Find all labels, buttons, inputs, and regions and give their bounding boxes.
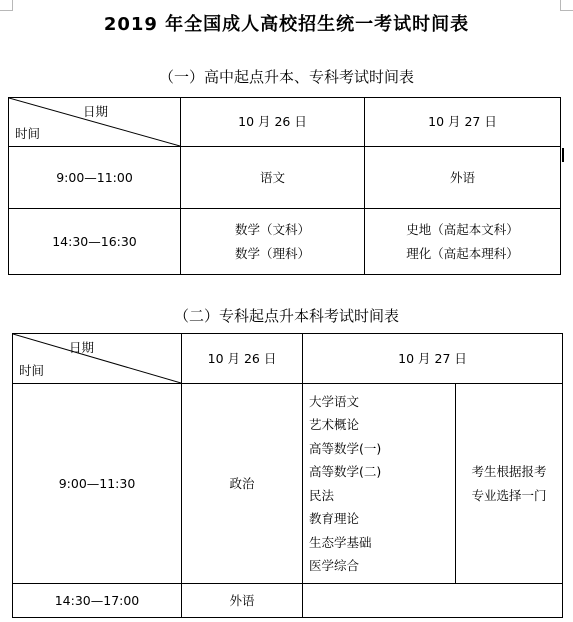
table2-row2-day1: 外语 [182, 584, 303, 618]
table1-row2-time: 14:30—16:30 [9, 209, 181, 275]
subject-item: 医学综合 [309, 558, 360, 573]
table1-row2-day2 [365, 209, 561, 275]
note-line: 专业选择一门 [471, 487, 547, 503]
table2-day1-header: 10 月 26 日 [182, 334, 303, 384]
table2-row2-day2 [303, 584, 563, 618]
subject-item: 生态学基础 [309, 534, 372, 550]
header-date-label: 日期 [83, 104, 109, 119]
header-time-label: 时间 [15, 126, 41, 142]
table1-day1-header: 10 月 26 日 [181, 98, 365, 147]
section1-subtitle: （一）高中起点升本、专科考试时间表 [158, 68, 414, 86]
table1-corner-header [9, 98, 181, 147]
note-line: 考生根据报考 [471, 464, 547, 479]
text-cursor-mark [562, 148, 564, 162]
subject-item: 教育理论 [309, 511, 360, 526]
table2-row2-time: 14:30—17:00 [13, 584, 182, 618]
table1-row1-day1: 语文 [181, 147, 365, 209]
header-time-label: 时间 [19, 363, 45, 379]
subject-item: 高等数学(一) [309, 440, 382, 456]
subject-line: 数学（理科） [234, 245, 310, 261]
table1-row1-day2: 外语 [365, 147, 561, 209]
schedule-table-1 [8, 97, 561, 275]
subject-item: 民法 [309, 487, 335, 503]
table2-selection-note [456, 384, 563, 584]
table1-row1-time: 9:00—11:00 [9, 147, 181, 209]
header-date-label: 日期 [69, 340, 95, 355]
subject-item: 艺术概论 [309, 417, 360, 432]
subject-item: 高等数学(二) [309, 464, 382, 479]
table2-row1-day1: 政治 [182, 384, 303, 584]
table2-row1-time: 9:00—11:30 [13, 384, 182, 584]
schedule-table-2 [12, 333, 563, 618]
section2-subtitle: （二）专科起点升本科考试时间表 [173, 307, 399, 325]
table2-day2-header: 10 月 27 日 [303, 334, 563, 384]
subject-line: 理化（高起本理科） [406, 245, 519, 261]
subject-line: 数学（文科） [234, 222, 310, 237]
table1-row2-day1 [181, 209, 365, 275]
table1-day2-header: 10 月 27 日 [365, 98, 561, 147]
table2-corner-header [13, 334, 182, 384]
subject-item: 大学语文 [309, 393, 360, 409]
table2-subject-list [303, 384, 456, 584]
subject-line: 史地（高起本文科） [406, 222, 519, 237]
page-title: 2019 年全国成人高校招生统一考试时间表 [103, 14, 470, 35]
